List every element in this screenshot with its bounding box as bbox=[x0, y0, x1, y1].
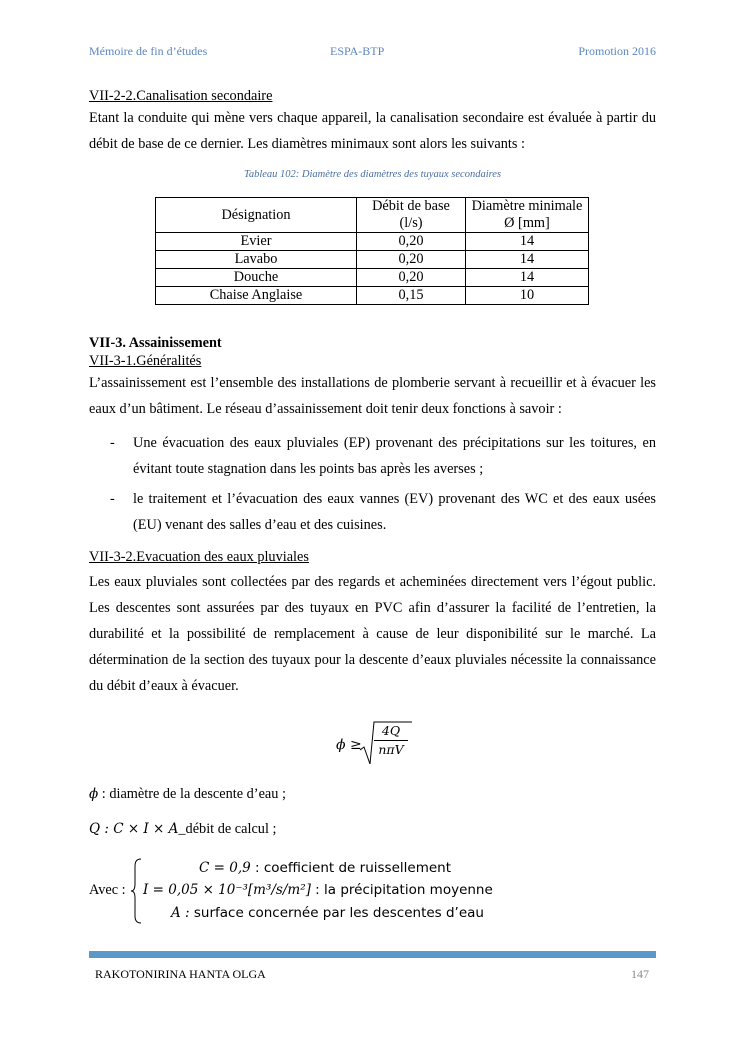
table-row bbox=[156, 251, 589, 269]
avec-definitions bbox=[89, 856, 569, 926]
table-row bbox=[156, 287, 589, 305]
section-heading-pluviales: VII-3-2.Evacuation des eaux pluviales bbox=[89, 549, 309, 565]
section-heading-generalites: VII-3-1.Généralités bbox=[89, 353, 202, 369]
a-expression: A : bbox=[171, 905, 190, 921]
dash-bullet: - bbox=[110, 491, 115, 507]
diameter-formula bbox=[336, 720, 456, 768]
phi-definition-text: : diamètre de la descente d’eau ; bbox=[98, 786, 286, 802]
page-header bbox=[89, 44, 656, 60]
paragraph-secondary: Etant la conduite qui mène vers chaque appareil, la canalisation secondaire est évaluée à partir du débit de base de ce dernier. Les diamètres minimaux sont alors les suivants : bbox=[89, 110, 656, 152]
header-center-text: ESPA-BTP bbox=[330, 44, 385, 58]
formula-fraction bbox=[374, 722, 408, 759]
page-content bbox=[89, 88, 656, 699]
footer-author: RAKOTONIRINA HANTA OLGA bbox=[95, 967, 266, 981]
q-definition bbox=[89, 821, 276, 838]
i-expression: I = 0,05 × 10⁻³[m³/s/m²] bbox=[143, 882, 311, 898]
table-cell: 0,15 bbox=[357, 287, 466, 305]
list-item bbox=[89, 486, 656, 538]
table-cell: 0,20 bbox=[357, 233, 466, 251]
table-header-row bbox=[156, 198, 589, 233]
table-cell: Douche bbox=[156, 269, 357, 287]
avec-line-i bbox=[143, 882, 493, 898]
page-number: 147 bbox=[631, 967, 649, 981]
c-expression: C = 0,9 bbox=[199, 860, 251, 876]
section-heading-secondary: VII-2-2.Canalisation secondaire bbox=[89, 88, 273, 104]
formula-denominator: nπV bbox=[378, 742, 404, 757]
table-cell: 0,20 bbox=[357, 251, 466, 269]
paragraph-pluviales: Les eaux pluviales sont collectées par des regards et acheminées directement vers l’égout public. Les descentes sont assurées par des tuyaux en PVC afin d’assurer la facilité de l’entretien, la durabilité et la possibilité de remplacement à cause de leur disponibilité sur le marché. La détermination de la section des tuyaux pour la descente d’eaux pluviales nécessite la connaissance du débit d’eaux à évacuer. bbox=[89, 574, 656, 694]
left-brace-icon bbox=[131, 858, 143, 924]
a-description: surface concernée par les descentes d’eau bbox=[189, 905, 484, 921]
list-item-text: le traitement et l’évacuation des eaux vannes (EV) provenant des WC et des eaux usées (EU) venant des salles d’eau et des cuisines. bbox=[133, 491, 656, 533]
list-item-text: Une évacuation des eaux pluviales (EP) provenant des précipitations sur les toitures, en évitant toute stagnation dans les points bas après les averses ; bbox=[133, 435, 656, 477]
c-description: : coefficient de ruissellement bbox=[250, 860, 452, 876]
table-cell: 14 bbox=[466, 251, 589, 269]
table-header-cell: Désignation bbox=[156, 198, 357, 233]
diameter-table bbox=[155, 197, 589, 305]
avec-line-a bbox=[171, 905, 484, 921]
phi-symbol: ϕ bbox=[89, 786, 99, 802]
table-cell: Evier bbox=[156, 233, 357, 251]
table-cell: 10 bbox=[466, 287, 589, 305]
header-right-text: Promotion 2016 bbox=[578, 44, 656, 58]
formula-lhs: ϕ ≥ bbox=[336, 737, 362, 753]
header-left-text: Mémoire de fin d’études bbox=[89, 44, 208, 58]
avec-line-c bbox=[199, 860, 451, 876]
q-expression: Q : C × I × A bbox=[89, 821, 179, 837]
dash-bullet: - bbox=[110, 435, 115, 451]
table-row bbox=[156, 233, 589, 251]
section-title-assainissement: VII-3. Assainissement bbox=[89, 335, 222, 351]
table-cell: Lavabo bbox=[156, 251, 357, 269]
list-item bbox=[89, 430, 656, 482]
table-cell: Chaise Anglaise bbox=[156, 287, 357, 305]
formula-numerator: 4Q bbox=[374, 722, 408, 741]
footer-bar bbox=[89, 951, 656, 958]
table-header-cell: Diamètre minimale Ø [mm] bbox=[466, 198, 589, 233]
table-row bbox=[156, 269, 589, 287]
function-list bbox=[89, 430, 656, 538]
table-cell: 0,20 bbox=[357, 269, 466, 287]
q-definition-text: _débit de calcul ; bbox=[178, 821, 277, 837]
i-description: : la précipitation moyenne bbox=[310, 882, 493, 898]
table-cell: 14 bbox=[466, 269, 589, 287]
paragraph-generalites: L’assainissement est l’ensemble des installations de plomberie servant à recueillir et à évacuer les eaux d’un bâtiment. Le réseau d’assainissement doit tenir deux fonctions à savoir : bbox=[89, 375, 656, 417]
table-caption: Tableau 102: Diamètre des diamètres des tuyaux secondaires bbox=[243, 169, 502, 180]
table-cell: 14 bbox=[466, 233, 589, 251]
table-header-cell: Débit de base (l/s) bbox=[357, 198, 466, 233]
avec-label: Avec : bbox=[89, 882, 126, 898]
phi-definition bbox=[89, 786, 286, 803]
